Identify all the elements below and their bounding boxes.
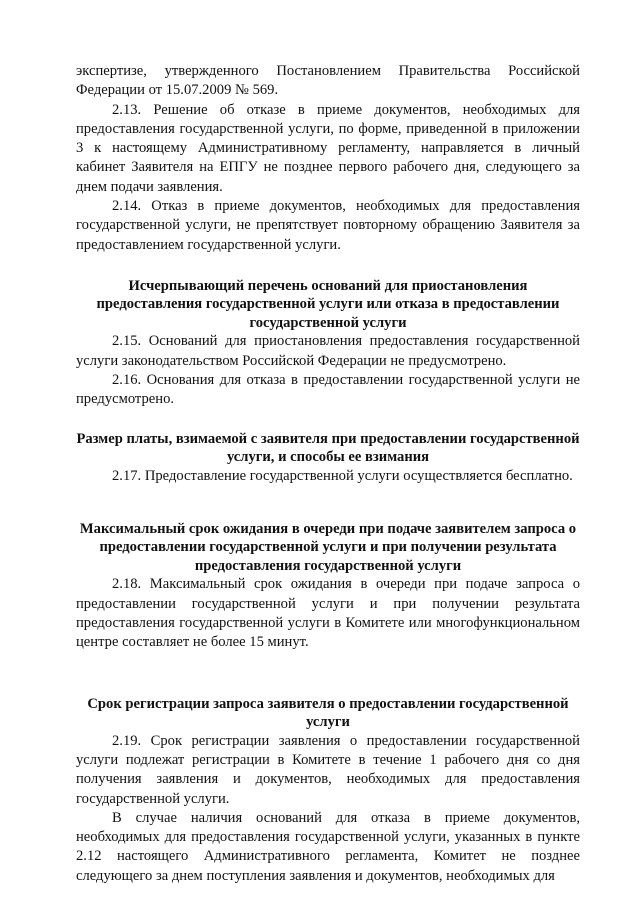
paragraph-2-14: 2.14. Отказ в приеме документов, необходимых для предоставления государственной услуги, не препятствует повторному обращению Заявителя за предоставлением государственной услуги. [76, 198, 580, 253]
section-heading-fee: Размер платы, взимаемой с заявителя при предоставлении государственной услуги, и способы ее взимания [76, 430, 580, 466]
paragraph-2-19-continued: В случае наличия оснований для отказа в приеме документов, необходимых для предоставления государственной услуги, указанных в пункте 2.12 настоящего Административного регламента, Комитет не позднее следующего за днем поступления заявления и документов, необходимых для [76, 809, 580, 884]
paragraph-2-17: 2.17. Предоставление государственной услуги осуществляется бесплатно. [112, 467, 573, 484]
document-body [76, 62, 580, 886]
paragraph-continuation: экспертизе, утвержденного Постановлением Правительства Российской Федерации от 15.07.2009 № 569. [76, 63, 580, 99]
paragraph-2-16: 2.16. Основания для отказа в предоставлении государственной услуги не предусмотрено. [76, 372, 580, 408]
section-heading-waiting-time: Максимальный срок ожидания в очереди при подаче заявителем запроса о предоставлении государственной услуги и при получении результата предоставления государственной услуги [79, 520, 577, 574]
section-heading-registration: Срок регистрации запроса заявителя о предоставлении государственной услуги [87, 695, 569, 731]
paragraph-2-19: 2.19. Срок регистрации заявления о предоставлении государственной услуги подлежат регистрации в Комитете в течение 1 рабочего дня со дня получения заявления и документов, необходимых для предоставления государственной услуги. [76, 732, 580, 807]
paragraph-2-15: 2.15. Оснований для приостановления предоставления государственной услуги законодательством Российской Федерации не предусмотрено. [76, 333, 580, 369]
section-heading-grounds: Исчерпывающий перечень оснований для приостановления предоставления государственной услуги или отказа в предоставлении государственной услуги [96, 277, 560, 331]
paragraph-2-13: 2.13. Решение об отказе в приеме документов, необходимых для предоставления государственной услуги, по форме, приведенной в приложении 3 к настоящему Административному регламенту, направляется в личный кабинет Заявителя на ЕПГУ не позднее первого рабочего дня, следующего за днем подачи заявления. [76, 101, 580, 195]
paragraph-2-18: 2.18. Максимальный срок ожидания в очереди при подаче запроса о предоставлении государственной услуги и при получении результата предоставления государственной услуги в Комитете или многофункциональном центре составляет не более 15 минут. [76, 576, 580, 651]
